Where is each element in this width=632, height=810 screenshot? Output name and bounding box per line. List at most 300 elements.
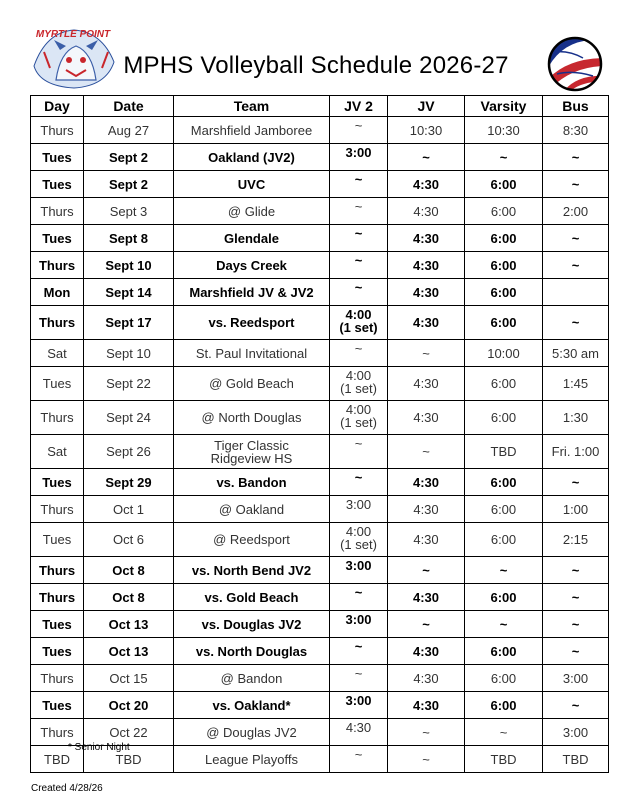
cell-team: [174, 638, 330, 665]
cell-varsity-text: 6:00: [490, 284, 517, 300]
cell-varsity-text: 6:00: [490, 230, 517, 246]
cell-day-text: Tues: [42, 176, 72, 192]
cell-bus-text: ~: [571, 589, 580, 605]
cell-jv-text: 4:30: [413, 532, 439, 547]
cell-team: [174, 523, 330, 557]
table-row: [31, 171, 609, 198]
cell-jv2-text: 4:30: [345, 720, 372, 735]
cell-bus-text: 1:45: [562, 376, 589, 391]
cell-day-text: Thurs: [40, 410, 74, 425]
cell-varsity-text: 6:00: [490, 532, 517, 547]
cell-day-text: Tues: [42, 230, 72, 246]
table-row: [31, 144, 609, 171]
cell-jv2-text: ~: [354, 341, 363, 356]
cell-jv: [388, 279, 465, 306]
cell-varsity: [465, 523, 543, 557]
cell-team-text: @ Reedsport: [213, 532, 290, 547]
cell-jv2-text: ~: [354, 280, 363, 295]
cell-varsity: [465, 252, 543, 279]
cell-team-text: @ Oakland: [218, 501, 285, 517]
cell-bus-text: 5:30 am: [552, 345, 599, 361]
cell-day: [31, 469, 84, 496]
cell-jv2: [330, 279, 388, 306]
cell-jv2-subtext: (1 set): [340, 415, 377, 430]
cell-bus-text: 3:00: [562, 670, 589, 686]
cell-varsity-text: TBD: [490, 751, 517, 767]
cell-date-text: Oct 8: [112, 589, 145, 605]
cell-varsity: [465, 225, 543, 252]
header-varsity: Varsity: [465, 96, 543, 117]
table-row: [31, 306, 609, 340]
table-row: [31, 198, 609, 225]
cell-bus-text: TBD: [562, 751, 589, 767]
cell-jv: [388, 252, 465, 279]
table-row: [31, 584, 609, 611]
cell-team-text: Marshfield Jamboree: [190, 122, 313, 138]
cell-jv: [388, 225, 465, 252]
cell-jv-text: 4:30: [412, 230, 440, 246]
cell-date-text: Oct 6: [112, 532, 145, 547]
logo-lettering: MYRTLE POINT: [35, 29, 111, 40]
cell-bus: [543, 144, 609, 171]
cell-varsity: [465, 692, 543, 719]
cell-jv2-text: ~: [354, 226, 363, 241]
cell-jv-text: ~: [422, 724, 430, 740]
cell-date: [84, 340, 174, 367]
cell-date-text: Sept 14: [105, 284, 152, 300]
cell-team-text: UVC: [237, 176, 266, 192]
cell-varsity-text: 6:00: [490, 697, 517, 713]
schedule-table: [30, 95, 609, 773]
cell-team-text: St. Paul Invitational: [195, 345, 308, 361]
header-team: Team: [174, 96, 330, 117]
cell-jv-text: 4:30: [412, 176, 440, 192]
cell-jv2-text: 3:00: [345, 612, 372, 627]
cell-jv-text: 4:30: [413, 203, 439, 219]
cell-jv: [388, 469, 465, 496]
cell-jv-text: ~: [422, 149, 430, 165]
cell-team-text: Oakland (JV2): [208, 149, 295, 165]
cell-day-text: Sat: [47, 444, 67, 459]
table-row: [31, 435, 609, 469]
cell-day-text: TBD: [44, 751, 70, 767]
cell-jv: [388, 746, 465, 773]
cell-team-text: Marshfield JV & JV2: [189, 284, 314, 300]
cell-jv2-text: ~: [354, 436, 363, 451]
cell-day: [31, 435, 84, 469]
cell-date-text: Sept 2: [108, 149, 148, 165]
cell-jv2: [330, 401, 388, 435]
cell-jv2: [330, 340, 388, 367]
cell-varsity-text: 6:00: [490, 376, 517, 391]
cell-jv2-text: 3:00: [345, 497, 372, 512]
cell-team: [174, 746, 330, 773]
cell-varsity-text: 6:00: [490, 589, 517, 605]
table-row: [31, 401, 609, 435]
cell-jv2: [330, 171, 388, 198]
cell-jv: [388, 340, 465, 367]
cell-jv2-text: ~: [354, 470, 363, 485]
cell-day: [31, 340, 84, 367]
cell-date-text: Sept 29: [105, 474, 152, 490]
cell-date: [84, 171, 174, 198]
cell-jv2: [330, 496, 388, 523]
cell-day-text: Tues: [42, 616, 72, 632]
cell-team: [174, 469, 330, 496]
cell-jv2-text: 4:00: [345, 368, 372, 383]
cell-jv-text: ~: [422, 751, 430, 767]
cell-varsity-text: 6:00: [490, 203, 517, 219]
cell-day-text: Thurs: [40, 501, 74, 517]
cell-jv2: [330, 638, 388, 665]
cell-jv2-text: ~: [354, 172, 363, 187]
table-header-row: [31, 96, 609, 117]
cell-date-text: Oct 13: [108, 616, 149, 632]
cell-team-text: vs. Oakland*: [212, 697, 291, 713]
cell-date: [84, 523, 174, 557]
cell-date-text: Sept 2: [108, 176, 148, 192]
cell-team: [174, 435, 330, 469]
cell-date: [84, 225, 174, 252]
cell-varsity: [465, 367, 543, 401]
cell-jv2-text: ~: [354, 199, 363, 214]
cell-jv2-text: 4:00: [345, 524, 372, 539]
cell-jv2-subtext: (1 set): [340, 381, 377, 396]
cell-date-text: Oct 8: [112, 562, 145, 578]
cell-varsity-text: 10:30: [487, 122, 520, 138]
cell-jv2: [330, 611, 388, 638]
cell-bus: [543, 198, 609, 225]
cell-jv2: [330, 719, 388, 746]
cell-bus-text: ~: [571, 230, 580, 246]
cell-team: [174, 401, 330, 435]
cell-day-text: Tues: [42, 149, 72, 165]
cell-team-text: Days Creek: [216, 257, 287, 273]
cell-date: [84, 496, 174, 523]
cell-varsity-text: 6:00: [490, 474, 517, 490]
cell-team-text: @ North Douglas: [201, 410, 302, 425]
header-date: Date: [84, 96, 174, 117]
cell-day: [31, 401, 84, 435]
cell-bus: [543, 638, 609, 665]
cell-bus-text: 8:30: [562, 122, 589, 138]
cell-team-text: vs. Bandon: [216, 474, 287, 490]
cell-bus-text: 1:00: [562, 501, 589, 517]
cell-varsity-text: TBD: [490, 444, 517, 459]
cell-bus-text: ~: [571, 562, 580, 578]
cell-day-text: Thurs: [40, 670, 74, 686]
cell-jv-text: ~: [422, 616, 430, 632]
cell-jv: [388, 401, 465, 435]
cell-varsity-text: 6:00: [490, 257, 517, 273]
cell-day: [31, 367, 84, 401]
cell-day: [31, 692, 84, 719]
cell-varsity: [465, 719, 543, 746]
cell-date-text: Sept 10: [105, 257, 152, 273]
cell-date-text: Sept 26: [106, 444, 151, 459]
cell-team: [174, 692, 330, 719]
cell-date: [84, 198, 174, 225]
cell-day: [31, 611, 84, 638]
cell-bus-text: 2:15: [562, 532, 589, 547]
cell-team: [174, 279, 330, 306]
cell-team-text: @ Gold Beach: [209, 376, 294, 391]
cell-jv-text: 4:30: [413, 410, 439, 425]
table-row: [31, 279, 609, 306]
cell-bus-text: 1:30: [562, 410, 589, 425]
cell-bus: [543, 719, 609, 746]
cell-jv: [388, 665, 465, 692]
cell-day: [31, 638, 84, 665]
table-row: [31, 252, 609, 279]
cell-bus: [543, 665, 609, 692]
cell-team: [174, 306, 330, 340]
cell-day: [31, 557, 84, 584]
cell-team-text: @ Douglas JV2: [206, 724, 297, 740]
cell-jv: [388, 306, 465, 340]
cell-day-text: Thurs: [38, 257, 76, 273]
cell-jv-text: ~: [422, 345, 430, 361]
cell-team-text: Tiger Classic: [214, 437, 289, 453]
cell-jv2-subtext: (1 set): [339, 320, 378, 335]
cell-jv: [388, 367, 465, 401]
cell-day-text: Sat: [47, 345, 67, 361]
cell-varsity: [465, 611, 543, 638]
cell-jv2: [330, 117, 388, 144]
cell-jv2-text: ~: [354, 747, 363, 762]
cell-jv2-text: ~: [354, 666, 363, 681]
cell-jv2-text: ~: [354, 253, 363, 268]
cell-jv-text: ~: [422, 444, 430, 459]
cell-jv: [388, 692, 465, 719]
cell-varsity-text: ~: [499, 724, 508, 740]
cell-team: [174, 340, 330, 367]
cell-date: [84, 117, 174, 144]
cell-jv-text: 4:30: [413, 376, 439, 391]
cell-jv2-text: ~: [354, 118, 363, 133]
cell-day: [31, 144, 84, 171]
cell-jv-text: 4:30: [412, 257, 440, 273]
cell-jv2-text: 4:00: [345, 402, 372, 417]
senior-night-note: * Senior Night: [68, 742, 130, 753]
cell-date: [84, 367, 174, 401]
table-row: [31, 469, 609, 496]
cell-date-text: Sept 3: [109, 203, 148, 219]
cell-day-text: Tues: [42, 643, 72, 659]
header-jv: JV: [388, 96, 465, 117]
cell-day-text: Thurs: [40, 122, 74, 138]
table-row: [31, 665, 609, 692]
cell-date-text: Sept 17: [105, 315, 152, 330]
cell-team-text: League Playoffs: [205, 751, 298, 767]
cell-bus: [543, 340, 609, 367]
cell-date: [84, 611, 174, 638]
cell-day-text: Thurs: [38, 589, 76, 605]
cell-jv: [388, 171, 465, 198]
cell-varsity: [465, 469, 543, 496]
cell-day: [31, 523, 84, 557]
cell-jv2-text: 3:00: [345, 145, 372, 160]
cell-jv: [388, 523, 465, 557]
cell-jv: [388, 611, 465, 638]
cell-day: [31, 279, 84, 306]
cell-day-text: Thurs: [40, 203, 74, 219]
cell-varsity-text: ~: [499, 149, 508, 165]
cell-varsity: [465, 198, 543, 225]
cell-day: [31, 171, 84, 198]
cell-day-text: Tues: [42, 474, 72, 490]
cell-jv2: [330, 692, 388, 719]
cell-jv2-text: ~: [354, 585, 363, 600]
cell-bus: [543, 692, 609, 719]
cell-day-text: Tues: [42, 532, 72, 547]
cell-jv2: [330, 198, 388, 225]
cell-jv2-text: 3:00: [345, 693, 372, 708]
cell-bus: [543, 171, 609, 198]
cell-team: [174, 367, 330, 401]
cell-date: [84, 638, 174, 665]
cell-date-text: TBD: [115, 751, 142, 767]
cell-jv-text: 4:30: [413, 501, 439, 517]
cell-team-text: Glendale: [224, 230, 279, 246]
cell-date: [84, 557, 174, 584]
cell-jv-text: 4:30: [412, 643, 440, 659]
cell-date: [84, 665, 174, 692]
cell-bus-text: ~: [571, 474, 580, 490]
cell-varsity-text: 6:00: [490, 315, 517, 330]
cell-team: [174, 171, 330, 198]
cell-bus-text: Fri. 1:00: [551, 444, 600, 459]
created-date: Created 4/28/26: [31, 783, 103, 794]
cell-bus-text: 3:00: [562, 724, 589, 740]
cell-jv-text: 4:30: [412, 589, 440, 605]
table-row: [31, 340, 609, 367]
cell-jv2: [330, 665, 388, 692]
table-row: [31, 638, 609, 665]
cell-date-text: Oct 13: [108, 643, 149, 659]
cell-varsity: [465, 171, 543, 198]
cell-date-text: Aug 27: [107, 122, 150, 138]
cell-jv2: [330, 469, 388, 496]
cell-jv2-text: 3:00: [345, 558, 372, 573]
cell-bus: [543, 401, 609, 435]
cell-date: [84, 252, 174, 279]
cell-team: [174, 198, 330, 225]
cell-jv2: [330, 252, 388, 279]
cell-team: [174, 611, 330, 638]
table-row: [31, 367, 609, 401]
cell-bus: [543, 584, 609, 611]
cell-jv: [388, 496, 465, 523]
cell-day: [31, 198, 84, 225]
cell-bus: [543, 557, 609, 584]
cell-day-text: Thurs: [38, 562, 76, 578]
cell-date: [84, 144, 174, 171]
cell-date: [84, 435, 174, 469]
cell-bus: [543, 252, 609, 279]
cell-day: [31, 584, 84, 611]
cell-day: [31, 665, 84, 692]
cell-team: [174, 665, 330, 692]
cell-jv-text: 4:30: [412, 284, 440, 300]
table-row: [31, 523, 609, 557]
cell-team-text: @ Glide: [227, 203, 276, 219]
cell-jv2: [330, 746, 388, 773]
cell-date-text: Oct 20: [108, 697, 149, 713]
cell-jv2: [330, 557, 388, 584]
cell-date-text: Oct 22: [109, 724, 148, 740]
cell-team-text: vs. Douglas JV2: [201, 616, 302, 632]
cell-day-text: Tues: [42, 376, 72, 391]
cell-day-text: Thurs: [40, 724, 74, 740]
cell-day-text: Tues: [42, 697, 72, 713]
cell-team-text: vs. North Douglas: [195, 643, 308, 659]
cell-bus: [543, 306, 609, 340]
cell-bus: [543, 367, 609, 401]
cell-team: [174, 252, 330, 279]
cell-varsity: [465, 584, 543, 611]
page-title: MPHS Volleyball Schedule 2026-27: [123, 52, 509, 79]
cell-day: [31, 117, 84, 144]
cell-date-text: Sept 8: [108, 230, 148, 246]
cell-bus-text: ~: [571, 149, 580, 165]
cell-bus-text: ~: [571, 697, 580, 713]
cell-bus: [543, 435, 609, 469]
cell-jv-text: 4:30: [412, 474, 440, 490]
cell-bus-text: ~: [571, 257, 580, 273]
table-row: [31, 692, 609, 719]
cell-day: [31, 225, 84, 252]
cell-bus: [543, 496, 609, 523]
cell-jv: [388, 144, 465, 171]
table-row: [31, 117, 609, 144]
cell-date: [84, 279, 174, 306]
cell-bus-text: ~: [571, 643, 580, 659]
cell-varsity: [465, 496, 543, 523]
cell-varsity-text: ~: [499, 562, 508, 578]
cell-date-text: Sept 22: [106, 376, 151, 391]
cell-jv2: [330, 367, 388, 401]
cell-date-text: Sept 10: [106, 345, 151, 361]
cell-date: [84, 584, 174, 611]
cell-team-subtext: Ridgeview HS: [210, 450, 293, 466]
cell-bus: [543, 611, 609, 638]
cell-date-text: Oct 1: [112, 501, 145, 517]
cell-team-text: vs. Reedsport: [208, 315, 295, 330]
cell-bus: [543, 225, 609, 252]
table-row: [31, 225, 609, 252]
cell-varsity-text: 10:00: [487, 345, 520, 361]
cell-date: [84, 469, 174, 496]
cell-date: [84, 306, 174, 340]
header-jv2: JV 2: [330, 96, 388, 117]
cell-varsity: [465, 117, 543, 144]
cell-varsity: [465, 746, 543, 773]
cell-jv: [388, 557, 465, 584]
cell-bus-text: ~: [571, 176, 580, 192]
cell-jv-text: 4:30: [412, 697, 440, 713]
cell-team: [174, 719, 330, 746]
cell-jv-text: 4:30: [412, 315, 440, 330]
cell-jv: [388, 719, 465, 746]
cell-varsity: [465, 279, 543, 306]
cell-varsity: [465, 401, 543, 435]
cell-date: [84, 401, 174, 435]
header-day: Day: [31, 96, 84, 117]
cell-bus: [543, 523, 609, 557]
cell-varsity-text: 6:00: [490, 643, 517, 659]
cell-jv2-text: ~: [354, 639, 363, 654]
